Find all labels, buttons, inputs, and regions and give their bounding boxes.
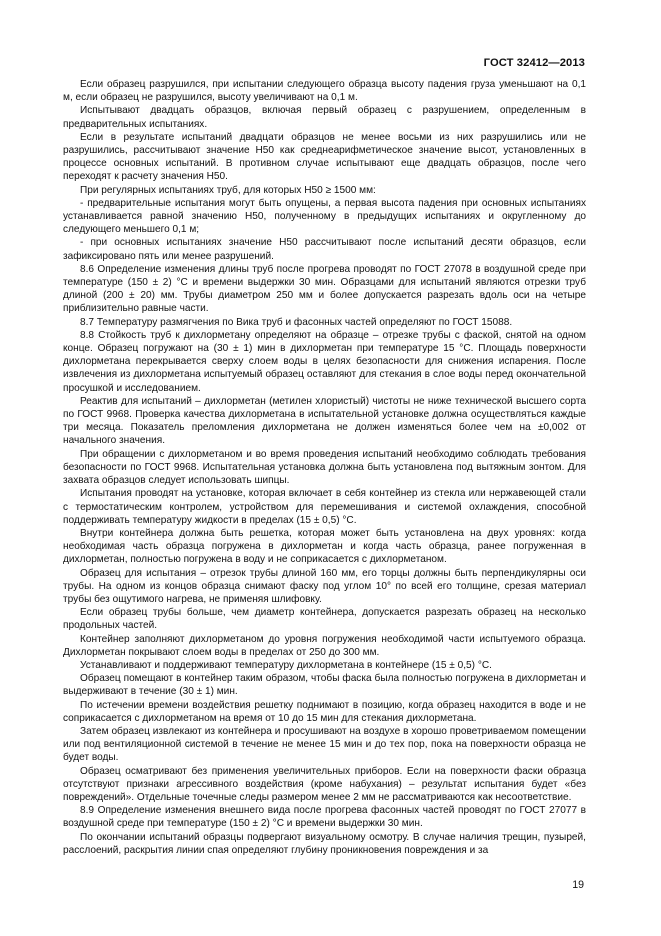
paragraph: Устанавливают и поддерживают температуру дихлорметана в контейнере (15 ± 0,5) °С. — [80, 659, 492, 671]
paragraph: При регулярных испытаниях труб, для которых Н50 ≥ 1500 мм: — [80, 184, 376, 196]
paragraph: Внутри контейнера должна быть решетка, которая может быть установлена на двух уровнях: когда необходимая часть образца погружена в дихлорметан и когда часть образца, ранее погруженная в дихлорметан, полностью погружена в воду и не соприкасается с дихлорметаном. — [63, 527, 586, 566]
section-8-9: 8.9 Определение изменения внешнего вида после прогрева фасонных частей проводят по ГОСТ 27077 в воздушной среде при температуре (150 ± 2) °С и времени выдержки 30 мин. — [63, 805, 586, 830]
paragraph: При обращении с дихлорметаном и во время проведения испытаний необходимо соблюдать требования безопасности по ГОСТ 9968. Испытательная установка должна быть установлена под вытяжным зонтом. Для захвата образцов следует использовать шипцы. — [63, 448, 586, 487]
page-number: 19 — [572, 879, 584, 891]
paragraph: Затем образец извлекают из контейнера и просушивают на воздухе в хорошо проветриваемом помещении или под вентиляционной системой в течение не менее 15 мин и до тех пор, пока на поверхности образца не будет воды. — [63, 725, 586, 764]
body-text — [63, 78, 586, 857]
section-8-6: 8.6 Определение изменения длины труб после прогрева проводят по ГОСТ 27078 в воздушной среде при температуре (150 ± 2) °С и времени выдержки 30 мин. Образцами для испытаний являются отрезки труб длиной (200 ± 20) мм. Трубы диаметром 250 мм и более допускается разрезать вдоль оси на четыре приблизительно равные части. — [63, 263, 586, 315]
paragraph: Образец для испытания – отрезок трубы длиной 160 мм, его торцы должны быть перпендикулярны оси трубы. На одном из концов образца снимают фаску под углом 10° по всей его толщине, срезая материал трубы без ощутимого нагрева, не применяя шлифовку. — [63, 567, 586, 605]
paragraph: По истечении времени воздействия решетку поднимают в позицию, когда образец находится в воде и не соприкасается с дихлорметаном на время от 10 до 15 мин для стекания дихлорметана. — [63, 699, 586, 724]
list-item: - при основных испытаниях значение Н50 рассчитывают после испытаний десяти образцов, если зафиксировано пять или менее разрушений. — [63, 237, 586, 262]
paragraph: По окончании испытаний образцы подвергают визуальному осмотру. В случае наличия трещин, пузырей, расслоений, раскрытия линии спая определяют глубину проникновения повреждения и за — [63, 831, 586, 856]
list-item: - предварительные испытания могут быть опущены, а первая высота падения при основных испытаниях устанавливается равной значению Н50, полученному в предыдущих испытаниях и округленному до следующего меньшего 0,1 м; — [63, 197, 586, 236]
paragraph: Испытывают двадцать образцов, включая первый образец с разрушением, определенным в предварительных испытаниях. — [63, 105, 586, 130]
paragraph: Реактив для испытаний – дихлорметан (метилен хлористый) чистоты не ниже технической высшего сорта по ГОСТ 9968. Проверка качества дихлорметана в испытательной установке должна осуществляться каждые три месяца. Показатель преломления дихлорметана не должен изменяться более чем на ±0,002 от начального значения. — [63, 395, 586, 447]
paragraph: Образец осматривают без применения увеличительных приборов. Если на поверхности фаски образца отсутствуют признаки агрессивного воздействия (кроме набухания) – результат испытания будет «без повреждений». Отдельные точечные следы размером менее 2 мм не рассматриваются как несоответствие. — [63, 765, 586, 803]
paragraph: Контейнер заполняют дихлорметаном до уровня погружения необходимой части испытуемого образца. Дихлорметан покрывают слоем воды в пределах от 250 до 300 мм. — [63, 633, 586, 658]
paragraph: Если в результате испытаний двадцати образцов не менее восьми из них разрушились или не разрушились, рассчитывают значение Н50 как среднеарифметическое значение высот, установленных в процессе основных испытаний. В противном случае испытывают еще двадцать образцов, после чего переходят к расчету значения Н50. — [63, 131, 586, 183]
paragraph: Образец помещают в контейнер таким образом, чтобы фаска была полностью погружена в дихлорметан и выдерживают в течение (30 ± 1) мин. — [63, 673, 586, 698]
paragraph: Если образец разрушился, при испытании следующего образца высоту падения груза уменьшают на 0,1 м, если образец не разрушился, высоту увеличивают на 0,1 м. — [63, 79, 586, 104]
section-8-8: 8.8 Стойкость труб к дихлорметану определяют на образце – отрезке трубы с фаской, снятой на одном конце. Образец погружают на (30 ± 1) мин в дихлорметан при температуре 15 °С. Площадь поверхности дихлорметана перекрывается сверху слоем воды в целях безопасности для снижения испарения. После извлечения из дихлорметана испытуемый образец оставляют для стекания в слое воды перед окончательной просушкой и исследованием. — [63, 329, 586, 394]
section-8-7: 8.7 Температуру размягчения по Вика труб и фасонных частей определяют по ГОСТ 15088. — [80, 316, 513, 328]
standard-header: ГОСТ 32412—2013 — [483, 57, 585, 69]
paragraph: Если образец трубы больше, чем диаметр контейнера, допускается разрезать образец на несколько продольных частей. — [63, 607, 586, 632]
paragraph: Испытания проводят на установке, которая включает в себя контейнер из стекла или нержавеющей стали с термостатическим контролем, устройством для перемешивания и системой охлаждения, способной поддерживать температуру жидкости в пределах (15 ± 0,5) °С. — [63, 488, 586, 526]
